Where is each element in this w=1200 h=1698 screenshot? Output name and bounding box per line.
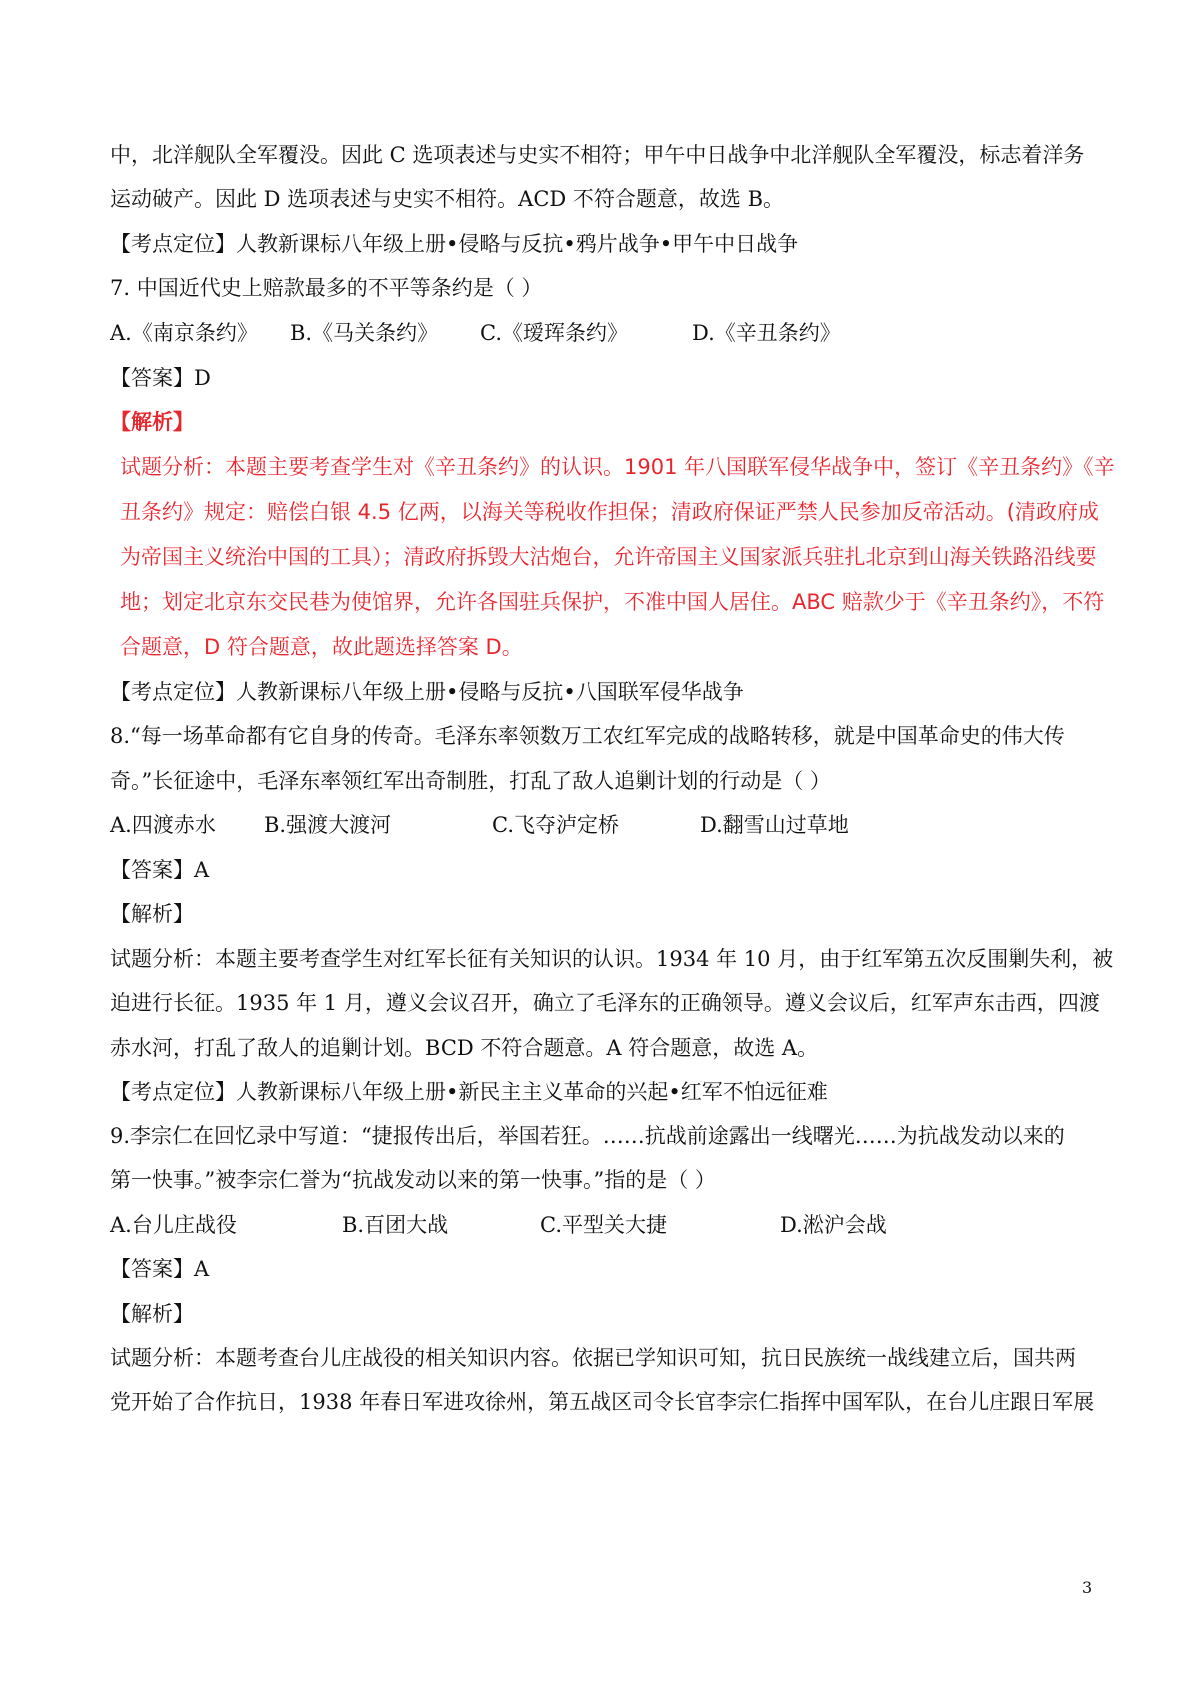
q7-option-b: B.《马关条约》 [290,321,439,345]
q7-stem: 7. 中国近代史上赔款最多的不平等条约是（ ） [110,276,543,300]
prev-analysis-line-1: 中，北洋舰队全军覆没。因此 C 选项表述与史实不相符；甲午中日战争中北洋舰队全军覆没，标志着洋务 [110,143,1085,167]
q8-analysis-line-2: 迫进行长征。1935 年 1 月，遵义会议召开，确立了毛泽东的正确领导。遵义会议后，红军声东击西，四渡 [110,991,1100,1015]
q7-option-a: A.《南京条约》 [110,321,258,345]
q9-option-a: A.台儿庄战役 [110,1213,237,1237]
q7-option-d: D.《辛丑条约》 [692,321,841,345]
q9-option-d: D.淞沪会战 [780,1213,887,1237]
q7-analysis-line-4: 地；划定北京东交民巷为使馆界，允许各国驻兵保护，不准中国人居住。ABC 赔款少于《辛丑条约》，不符 [120,590,1105,614]
q8-stem-line-1: 8.“每一场革命都有它自身的传奇。毛泽东率领数万工农红军完成的战略转移，就是中国革命史的伟大传 [110,724,1065,748]
page-number: 3 [1082,1578,1093,1597]
q8-analysis-heading: 【解析】 [110,902,194,926]
q7-option-c: C.《瑷珲条约》 [480,321,628,345]
q9-answer: 【答案】A [110,1257,210,1281]
q7-kaodian: 【考点定位】人教新课标八年级上册•侵略与反抗•八国联军侵华战争 [110,680,744,704]
q9-analysis-line-1: 试题分析：本题考查台儿庄战役的相关知识内容。依据已学知识可知，抗日民族统一战线建立后，国共两 [110,1346,1076,1370]
q9-option-c: C.平型关大捷 [540,1213,667,1237]
q8-analysis-line-3: 赤水河，打乱了敌人的追剿计划。BCD 不符合题意。A 符合题意，故选 A。 [110,1036,819,1060]
q8-kaodian: 【考点定位】人教新课标八年级上册•新民主主义革命的兴起•红军不怕远征难 [110,1080,828,1104]
q8-stem-line-2: 奇。”长征途中，毛泽东率领红军出奇制胜，打乱了敌人追剿计划的行动是（ ） [110,769,831,793]
q9-analysis-line-2: 党开始了合作抗日，1938 年春日军进攻徐州，第五战区司令长官李宗仁指挥中国军队，在台儿庄跟日军展 [110,1390,1095,1414]
prev-analysis-line-2: 运动破产。因此 D 选项表述与史实不相符。ACD 不符合题意，故选 B。 [110,187,785,211]
q9-stem-line-2: 第一快事。”被李宗仁誉为“抗战发动以来的第一快事。”指的是（ ） [110,1168,716,1192]
q8-option-b: B.强渡大渡河 [264,813,392,837]
q7-analysis-heading: 【解析】 [110,409,194,434]
q9-analysis-heading: 【解析】 [110,1302,194,1326]
q8-answer: 【答案】A [110,858,210,882]
q8-option-c: C.飞夺泸定桥 [492,813,619,837]
q8-option-a: A.四渡赤水 [110,813,216,837]
q7-analysis-line-1: 试题分析：本题主要考查学生对《辛丑条约》的认识。1901 年八国联军侵华战争中，签订《辛丑条约》《辛 [120,455,1115,479]
q9-option-b: B.百团大战 [342,1213,449,1237]
q8-option-d: D.翻雪山过草地 [700,813,849,837]
prev-kaodian: 【考点定位】人教新课标八年级上册•侵略与反抗•鸦片战争•甲午中日战争 [110,232,799,256]
q8-analysis-line-1: 试题分析：本题主要考查学生对红军长征有关知识的认识。1934 年 10 月，由于红军第五次反围剿失利，被 [110,947,1114,971]
q7-analysis-line-2: 丑条约》规定：赔偿白银 4.5 亿两，以海关等税收作担保；清政府保证严禁人民参加反帝活动。(清政府成 [120,500,1099,524]
q7-analysis-line-3: 为帝国主义统治中国的工具）；清政府拆毁大沽炮台，允许帝国主义国家派兵驻扎北京到山海关铁路沿线要 [120,545,1097,569]
q7-answer: 【答案】D [110,366,211,390]
q7-analysis-line-5: 合题意，D 符合题意，故此题选择答案 D。 [120,635,523,659]
q9-stem-line-1: 9.李宗仁在回忆录中写道：“捷报传出后，举国若狂。……抗战前途露出一线曙光……为抗战发动以来的 [110,1124,1065,1148]
